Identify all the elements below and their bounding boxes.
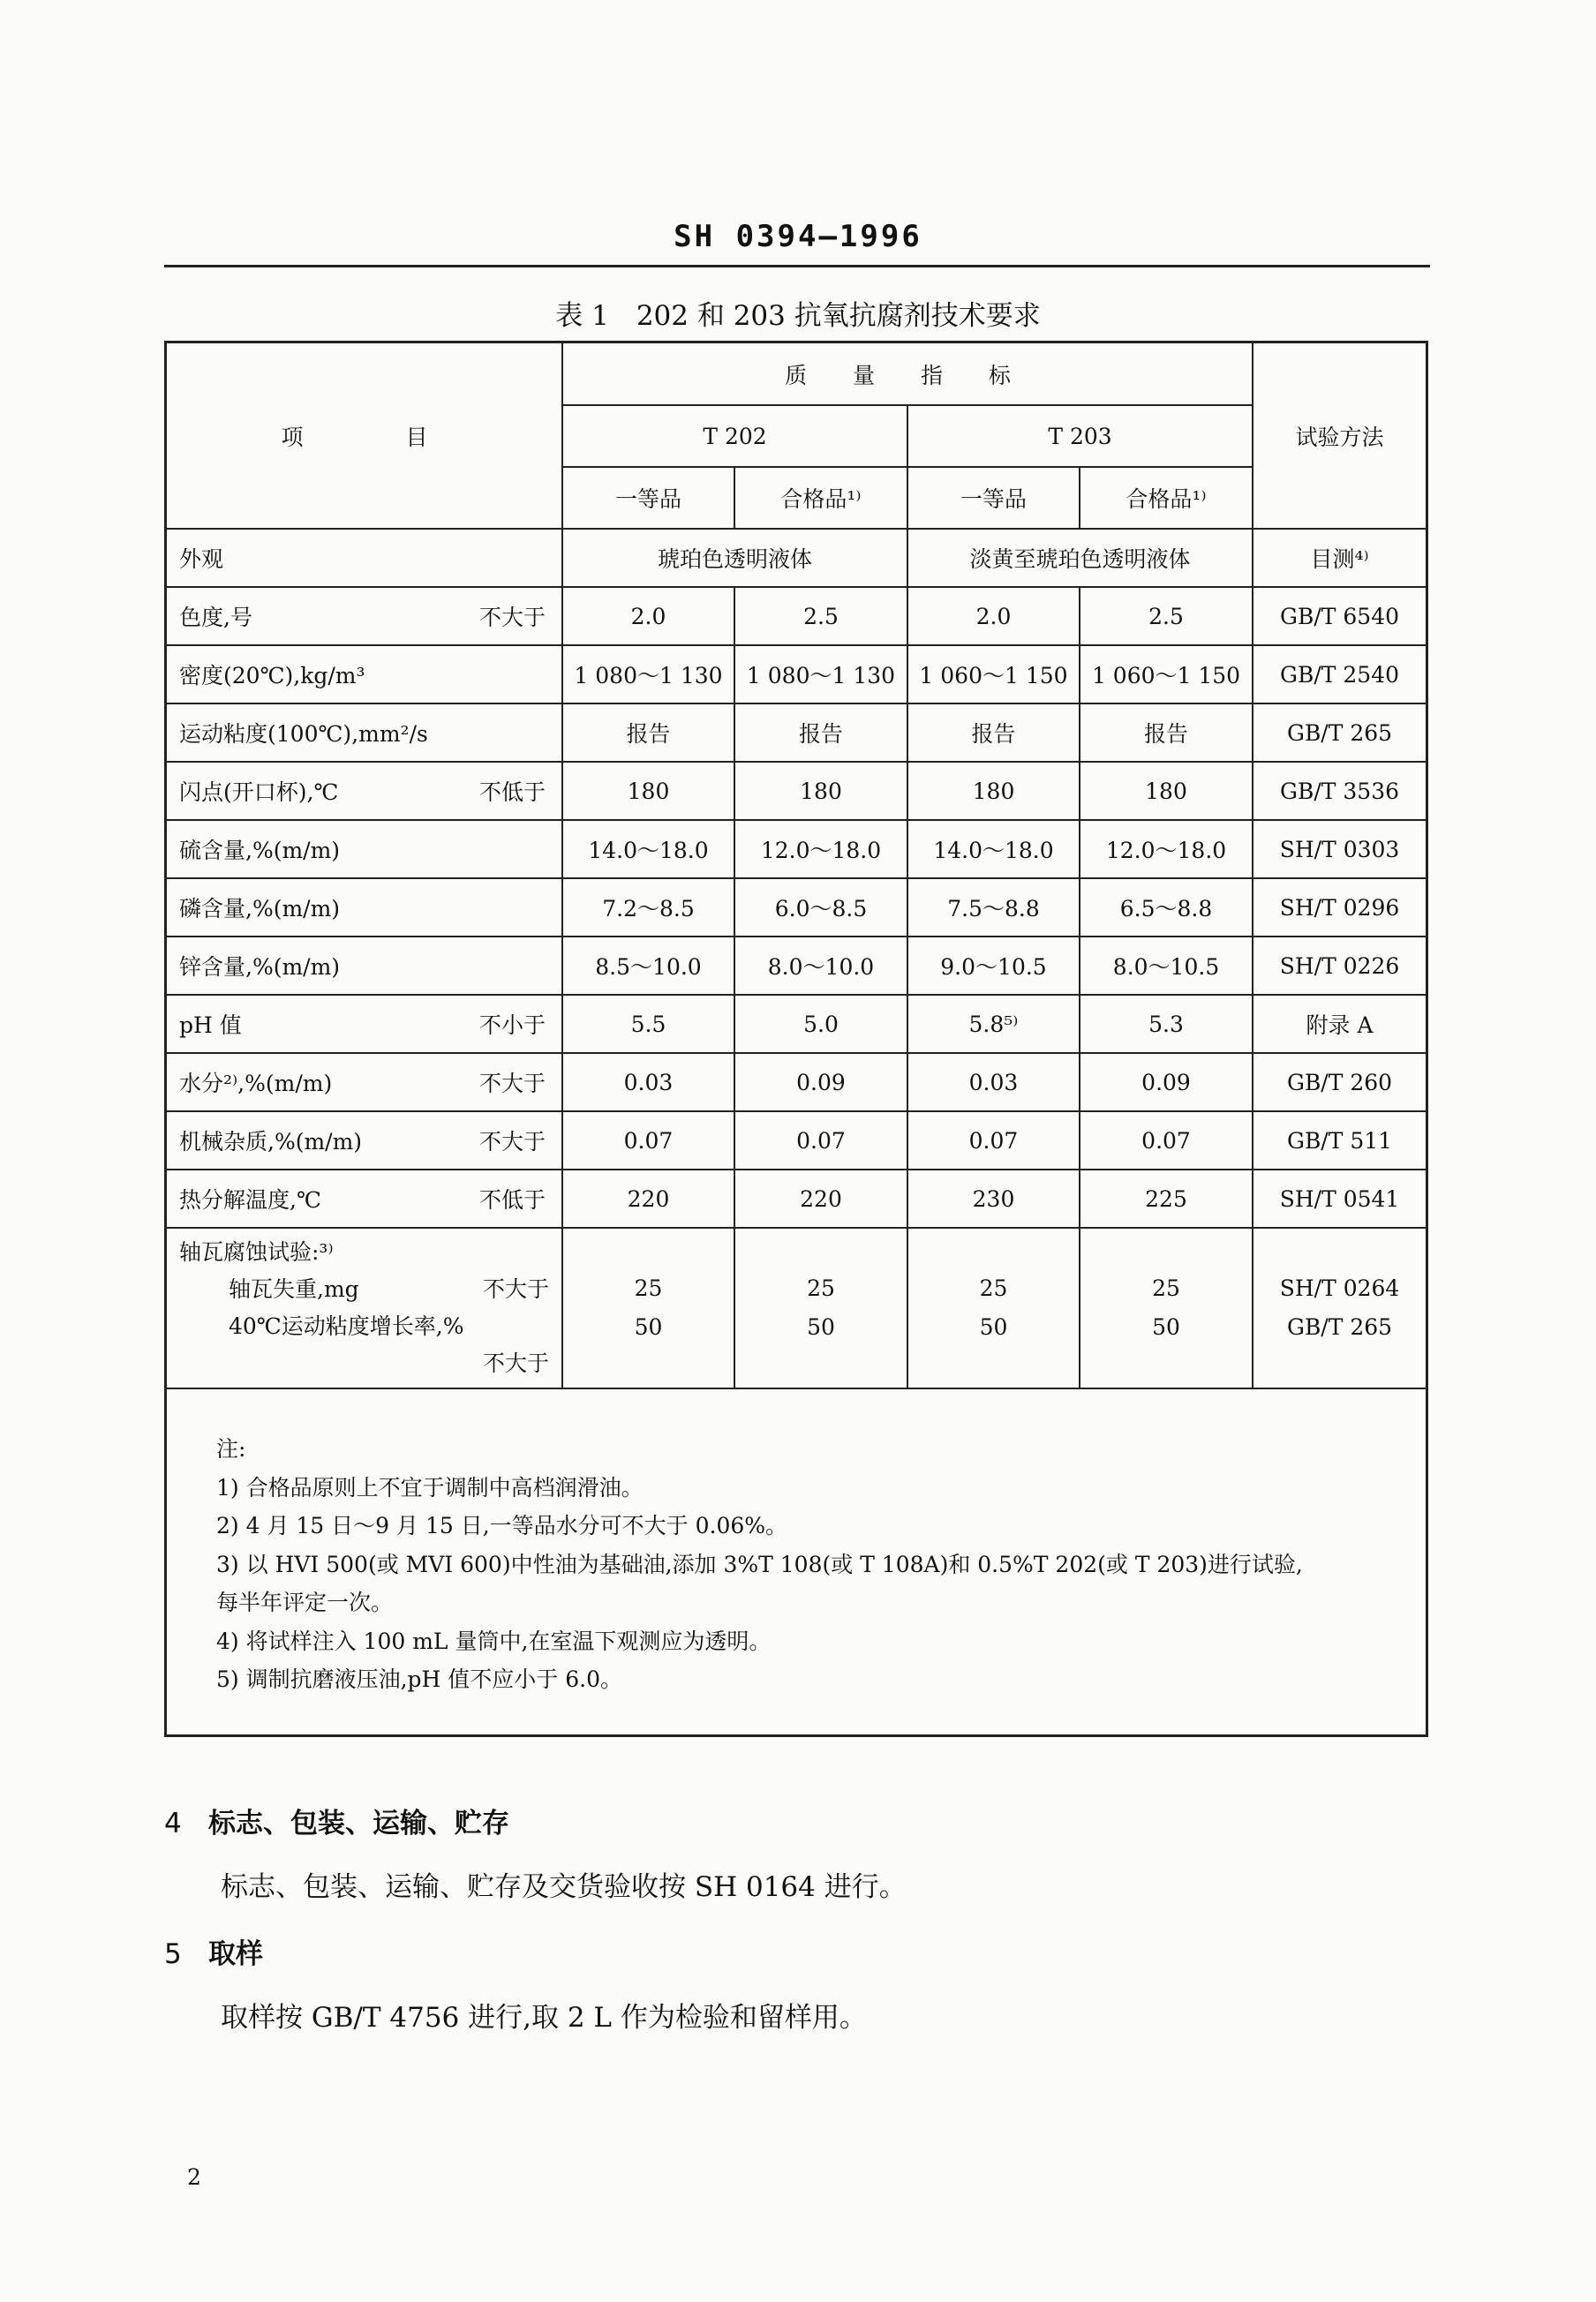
- row-item-name: 锌含量,%(m/m): [179, 954, 341, 980]
- cell-value: 7.5～8.8: [907, 878, 1080, 937]
- row-item: [167, 1170, 562, 1228]
- cell-value: 7.2～8.5: [562, 878, 734, 937]
- cell-value: 12.0～18.0: [1080, 820, 1253, 878]
- section-text-4: 标志、包装、运输、贮存及交货验收按 SH 0164 进行。: [221, 1871, 907, 1903]
- table-row: [167, 1053, 1426, 1111]
- cell-value: 14.0～18.0: [562, 820, 734, 878]
- table-row: [167, 937, 1426, 995]
- bearing-sub1: 轴瓦失重,mg: [229, 1276, 359, 1302]
- row-item-name: 机械杂质,%(m/m): [179, 1129, 363, 1155]
- bearing-title: 轴瓦腐蚀试验:³⁾: [179, 1239, 334, 1265]
- cell-value: 2.0: [562, 587, 734, 645]
- cell-value: 180: [562, 762, 734, 820]
- cell-value: 8.0～10.5: [1080, 937, 1253, 995]
- notes-cell: [167, 1388, 1426, 1734]
- cell-value: 琥珀色透明液体: [562, 529, 907, 587]
- table-row: [167, 878, 1426, 937]
- row-item: [167, 820, 562, 878]
- cell-value: 5.8⁵⁾: [907, 995, 1080, 1053]
- section-text-5: 取样按 GB/T 4756 进行,取 2 L 作为检验和留样用。: [221, 2002, 867, 2034]
- cell-value: 5.3: [1080, 995, 1253, 1053]
- header-product-t202: T 202: [562, 405, 907, 467]
- table-row: [167, 762, 1426, 820]
- row-item-name: 运动粘度(100℃),mm²/s: [179, 721, 428, 747]
- cell-method: SH/T 0226: [1253, 937, 1426, 995]
- cell-method: GB/T 2540: [1253, 645, 1426, 703]
- cell-value: 5.5: [562, 995, 734, 1053]
- cell-value: 8.0～10.0: [734, 937, 907, 995]
- cell-method: GB/T 511: [1253, 1111, 1426, 1170]
- cell-value: 5.0: [734, 995, 907, 1053]
- cell-value: 25 50: [562, 1228, 734, 1388]
- table-row-bearing: [167, 1228, 1426, 1388]
- cell-value: 0.09: [734, 1053, 907, 1111]
- cell-method: GB/T 3536: [1253, 762, 1426, 820]
- header-grade: 一等品: [907, 467, 1080, 529]
- cell-value: 220: [562, 1170, 734, 1228]
- cell-value: 2.0: [907, 587, 1080, 645]
- table-row: [167, 1170, 1426, 1228]
- cell-value: 1 080～1 130: [562, 645, 734, 703]
- table-row: [167, 820, 1426, 878]
- table-row: [167, 529, 1426, 587]
- header-grade: 一等品: [562, 467, 734, 529]
- cell-value: 6.0～8.5: [734, 878, 907, 937]
- cell-value: 25 50: [1080, 1228, 1253, 1388]
- page-number: 2: [187, 2164, 201, 2190]
- cell-value: 180: [734, 762, 907, 820]
- row-item-name: 水分²⁾,%(m/m): [179, 1071, 333, 1096]
- header-rule: [164, 265, 1430, 267]
- row-item-name: 硫含量,%(m/m): [179, 838, 341, 863]
- row-item: [167, 1053, 562, 1111]
- section-heading-4: 4 标志、包装、运输、贮存: [164, 1808, 509, 1839]
- row-item-name: 色度,号: [179, 605, 252, 630]
- cell-value: 1 080～1 130: [734, 645, 907, 703]
- standard-number: SH 0394—1996: [674, 219, 922, 254]
- cell-method: GB/T 6540: [1253, 587, 1426, 645]
- row-item: [167, 995, 562, 1053]
- cell-value: 0.07: [1080, 1111, 1253, 1170]
- note-item: 3) 以 HVI 500(或 MVI 600)中性油为基础油,添加 3%T 108(或 T 108A)和 0.5%T 202(或 T 203)进行试验,: [216, 1551, 1303, 1577]
- cell-value: 12.0～18.0: [734, 820, 907, 878]
- cell-value: 0.07: [907, 1111, 1080, 1170]
- table-row: [167, 703, 1426, 762]
- cell-value: 2.5: [734, 587, 907, 645]
- cell-method: GB/T 265: [1253, 703, 1426, 762]
- cell-method: SH/T 0264 GB/T 265: [1253, 1228, 1426, 1388]
- cell-value: 0.03: [562, 1053, 734, 1111]
- header-item: 项 目: [167, 343, 562, 529]
- row-item: [167, 878, 562, 937]
- row-item: [167, 762, 562, 820]
- cell-value: 0.09: [1080, 1053, 1253, 1111]
- cell-value: 220: [734, 1170, 907, 1228]
- section-heading-5: 5 取样: [164, 1938, 263, 1970]
- table-row: [167, 587, 1426, 645]
- cell-value: 225: [1080, 1170, 1253, 1228]
- row-item: [167, 587, 562, 645]
- row-item-name: 磷含量,%(m/m): [179, 896, 341, 922]
- cell-value: 9.0～10.5: [907, 937, 1080, 995]
- notes: [216, 1430, 1426, 1699]
- note-item: 4) 将试样注入 100 mL 量筒中,在室温下观测应为透明。: [216, 1628, 772, 1654]
- notes-row: [167, 1388, 1426, 1734]
- cell-method: 附录 A: [1253, 995, 1426, 1053]
- note-item: 每半年评定一次。: [216, 1590, 394, 1615]
- row-item-limit: 不大于: [478, 605, 546, 630]
- cell-method: SH/T 0541: [1253, 1170, 1426, 1228]
- header-grade: 合格品¹⁾: [734, 467, 907, 529]
- cell-value: 25 50: [907, 1228, 1080, 1388]
- cell-value: 6.5～8.8: [1080, 878, 1253, 937]
- row-item-limit: 不大于: [478, 1071, 546, 1096]
- cell-value: 报告: [907, 703, 1080, 762]
- cell-method: SH/T 0303: [1253, 820, 1426, 878]
- cell-value: 1 060～1 150: [1080, 645, 1253, 703]
- row-item-name: 密度(20℃),kg/m³: [179, 663, 365, 688]
- table-row: [167, 1111, 1426, 1170]
- row-item: [167, 1111, 562, 1170]
- row-item-limit: 不低于: [478, 779, 546, 805]
- row-item: [167, 645, 562, 703]
- table-row: [167, 995, 1426, 1053]
- row-item-limit: 不小于: [478, 1012, 546, 1038]
- row-item: 外观: [167, 529, 562, 587]
- cell-value: 报告: [734, 703, 907, 762]
- note-item: 5) 调制抗磨液压油,pH 值不应小于 6.0。: [216, 1666, 623, 1692]
- cell-value: 25 50: [734, 1228, 907, 1388]
- row-item: [167, 937, 562, 995]
- cell-value: 0.07: [734, 1111, 907, 1170]
- cell-method: GB/T 260: [1253, 1053, 1426, 1111]
- cell-value: 淡黄至琥珀色透明液体: [907, 529, 1253, 587]
- cell-value: 8.5～10.0: [562, 937, 734, 995]
- bearing-sub2-limit: 不大于: [482, 1350, 549, 1376]
- cell-method: 目测⁴⁾: [1253, 529, 1426, 587]
- note-item: 1) 合格品原则上不宜于调制中高档润滑油。: [216, 1474, 644, 1501]
- header-grade: 合格品¹⁾: [1080, 467, 1253, 529]
- row-item-name: pH 值: [179, 1012, 242, 1038]
- cell-value: 180: [907, 762, 1080, 820]
- bearing-sub2: 40℃运动粘度增长率,%: [229, 1313, 464, 1339]
- table-row: [167, 645, 1426, 703]
- cell-value: 0.07: [562, 1111, 734, 1170]
- row-item-name: 闪点(开口杯),℃: [179, 779, 339, 805]
- header-method: 试验方法: [1253, 343, 1426, 529]
- spec-table-frame: [164, 341, 1428, 1737]
- notes-title: 注:: [216, 1436, 246, 1462]
- table-caption: 表 1 202 和 203 抗氧抗腐剂技术要求: [555, 300, 1041, 332]
- row-item-bearing: [167, 1228, 562, 1388]
- row-item-name: 热分解温度,℃: [179, 1187, 321, 1213]
- bearing-sub1-limit: 不大于: [482, 1276, 549, 1302]
- cell-value: 报告: [562, 703, 734, 762]
- cell-method: SH/T 0296: [1253, 878, 1426, 937]
- cell-value: 230: [907, 1170, 1080, 1228]
- note-item: 2) 4 月 15 日～9 月 15 日,一等品水分可不大于 0.06%。: [216, 1513, 788, 1538]
- cell-value: 1 060～1 150: [907, 645, 1080, 703]
- cell-value: 0.03: [907, 1053, 1080, 1111]
- cell-value: 2.5: [1080, 587, 1253, 645]
- cell-value: 报告: [1080, 703, 1253, 762]
- header-quality: 质 量 指 标: [562, 343, 1253, 405]
- cell-value: 180: [1080, 762, 1253, 820]
- cell-value: 14.0～18.0: [907, 820, 1080, 878]
- row-item-limit: 不大于: [478, 1129, 546, 1155]
- spec-table: [167, 343, 1426, 1734]
- header-product-t203: T 203: [907, 405, 1253, 467]
- row-item-limit: 不低于: [478, 1187, 546, 1213]
- row-item: [167, 703, 562, 762]
